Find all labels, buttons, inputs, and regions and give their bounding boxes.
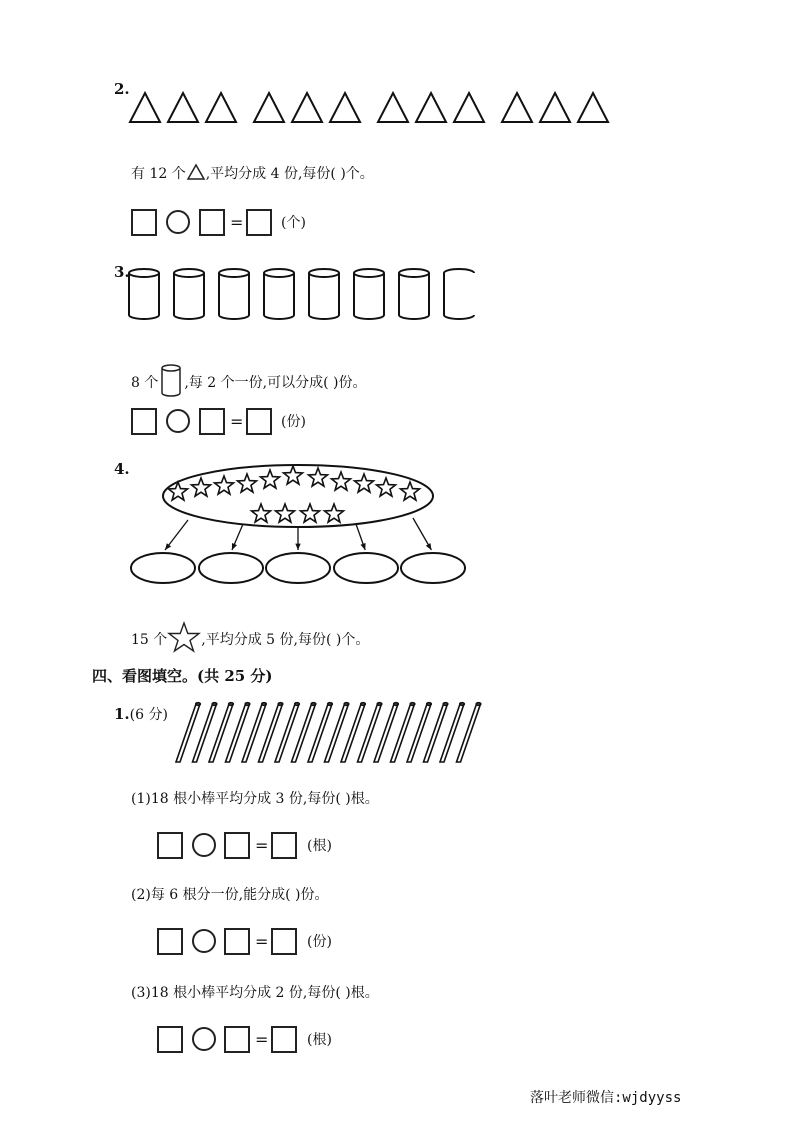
sticks-illustration xyxy=(172,702,492,766)
triangle-icon xyxy=(187,164,205,180)
star-icon xyxy=(215,476,234,494)
stick-icon xyxy=(193,703,218,763)
answer-box[interactable] xyxy=(199,408,225,435)
equals-sign: = xyxy=(230,412,244,431)
triangle-icon xyxy=(578,93,608,122)
star-icon xyxy=(332,472,351,490)
arrow-head xyxy=(361,543,366,550)
answer-ellipse xyxy=(401,553,465,583)
star-icon xyxy=(301,504,320,522)
equals-sign: = xyxy=(255,836,269,855)
answer-box[interactable] xyxy=(271,832,297,859)
stick-icon xyxy=(226,703,251,763)
operator-circle[interactable] xyxy=(192,1027,216,1051)
star-icon xyxy=(252,504,271,522)
answer-box[interactable] xyxy=(271,928,297,955)
answer-ellipse xyxy=(199,553,263,583)
cylinder-icon xyxy=(174,269,204,319)
stick-icon xyxy=(308,703,333,763)
question-number-1 xyxy=(114,704,168,724)
s4q1-part1-unit: (根) xyxy=(307,838,332,854)
cylinder-icon xyxy=(219,269,249,319)
stick-icon xyxy=(242,703,267,763)
q2-text: 有 12 个 xyxy=(131,166,186,182)
cylinder-icon xyxy=(160,363,182,397)
triangle-icon xyxy=(168,93,198,122)
stick-icon xyxy=(407,703,432,763)
cylinder-row xyxy=(127,268,487,324)
q4-text-after: ,平均分成 5 份,每份( )个。 xyxy=(201,632,370,648)
operator-circle[interactable] xyxy=(166,210,190,234)
stick-icon xyxy=(259,703,284,763)
equals-sign: = xyxy=(255,1030,269,1049)
triangle-icon xyxy=(254,93,284,122)
answer-box[interactable] xyxy=(271,1026,297,1053)
q2-unit: (个) xyxy=(281,215,306,231)
answer-ellipse xyxy=(266,553,330,583)
star-icon xyxy=(238,474,257,492)
triangle-icon xyxy=(416,93,446,122)
s4q1-part2: (2)每 6 根分一份,能分成( )份。 xyxy=(131,887,329,903)
triangle-icon xyxy=(540,93,570,122)
q3-text-after: ,每 2 个一份,可以分成( )份。 xyxy=(184,375,367,391)
s4q1-part3-unit: (根) xyxy=(307,1032,332,1048)
s4q1-part3: (3)18 根小棒平均分成 2 份,每份( )根。 xyxy=(131,985,379,1001)
equals-sign: = xyxy=(230,213,244,232)
stick-icon xyxy=(424,703,449,763)
answer-box[interactable] xyxy=(131,209,157,236)
cylinder-icon xyxy=(354,269,384,319)
cylinder-icon xyxy=(264,269,294,319)
stick-icon xyxy=(176,703,201,763)
triangle-icon xyxy=(130,93,160,122)
q4-statement xyxy=(131,614,369,649)
q2-statement xyxy=(131,162,374,183)
answer-box[interactable] xyxy=(157,832,183,859)
star-icon xyxy=(284,466,303,484)
answer-box[interactable] xyxy=(246,209,272,236)
stick-icon xyxy=(209,703,234,763)
triangle-icon xyxy=(378,93,408,122)
operator-circle[interactable] xyxy=(192,833,216,857)
star-icon xyxy=(325,504,344,522)
q4-text: 15 个 xyxy=(131,632,168,648)
answer-box[interactable] xyxy=(199,209,225,236)
stick-icon xyxy=(292,703,317,763)
answer-box[interactable] xyxy=(246,408,272,435)
q3-text: 8 个 xyxy=(131,375,159,391)
stick-icon xyxy=(440,703,465,763)
answer-ellipse xyxy=(131,553,195,583)
answer-box[interactable] xyxy=(224,928,250,955)
operator-circle[interactable] xyxy=(192,929,216,953)
question-number-4: 4. xyxy=(114,460,130,478)
stick-icon xyxy=(391,703,416,763)
s4q1-part2-unit: (份) xyxy=(307,934,332,950)
triangle-icon xyxy=(292,93,322,122)
operator-circle[interactable] xyxy=(166,409,190,433)
triangle-icon xyxy=(502,93,532,122)
answer-ellipse xyxy=(334,553,398,583)
cylinder-icon xyxy=(129,269,159,319)
section-title: 四、看图填空。(共 25 分) xyxy=(92,667,273,685)
star-icon xyxy=(276,504,295,522)
s4q1-part1: (1)18 根小棒平均分成 3 份,每份( )根。 xyxy=(131,791,379,807)
triangle-icon xyxy=(454,93,484,122)
star-icon xyxy=(377,478,396,496)
stick-icon xyxy=(341,703,366,763)
triangle-icon xyxy=(206,93,236,122)
star-icon xyxy=(355,474,374,492)
s4q1-score: (6 分) xyxy=(129,707,168,723)
stick-icon xyxy=(457,703,482,763)
cylinder-icon xyxy=(399,269,429,319)
q2-text-after: ,平均分成 4 份,每份( )个。 xyxy=(205,166,374,182)
star-icon xyxy=(261,470,280,488)
stick-icon xyxy=(358,703,383,763)
stick-icon xyxy=(374,703,399,763)
star-grouping-diagram xyxy=(128,458,468,588)
stick-icon xyxy=(325,703,350,763)
answer-box[interactable] xyxy=(157,928,183,955)
star-icon xyxy=(168,622,200,652)
star-icon xyxy=(309,468,328,486)
s4q1-number: 1. xyxy=(114,705,130,723)
cylinder-icon xyxy=(444,269,474,319)
triangle-icon xyxy=(330,93,360,122)
q3-statement xyxy=(131,353,366,392)
answer-box[interactable] xyxy=(224,832,250,859)
answer-box[interactable] xyxy=(224,1026,250,1053)
arrow-head xyxy=(295,544,300,550)
triangle-row xyxy=(128,92,568,124)
q3-unit: (份) xyxy=(281,414,306,430)
star-icon xyxy=(192,478,211,496)
answer-box[interactable] xyxy=(157,1026,183,1053)
footer-note: 落叶老师微信:wjdyyss xyxy=(530,1090,682,1106)
stick-icon xyxy=(275,703,300,763)
answer-box[interactable] xyxy=(131,408,157,435)
cylinder-icon xyxy=(309,269,339,319)
question-number-2: 2. xyxy=(114,80,130,98)
question-number-3: 3. xyxy=(114,263,130,281)
arrow-head xyxy=(232,543,237,550)
equals-sign: = xyxy=(255,932,269,951)
star-icon xyxy=(401,482,420,500)
